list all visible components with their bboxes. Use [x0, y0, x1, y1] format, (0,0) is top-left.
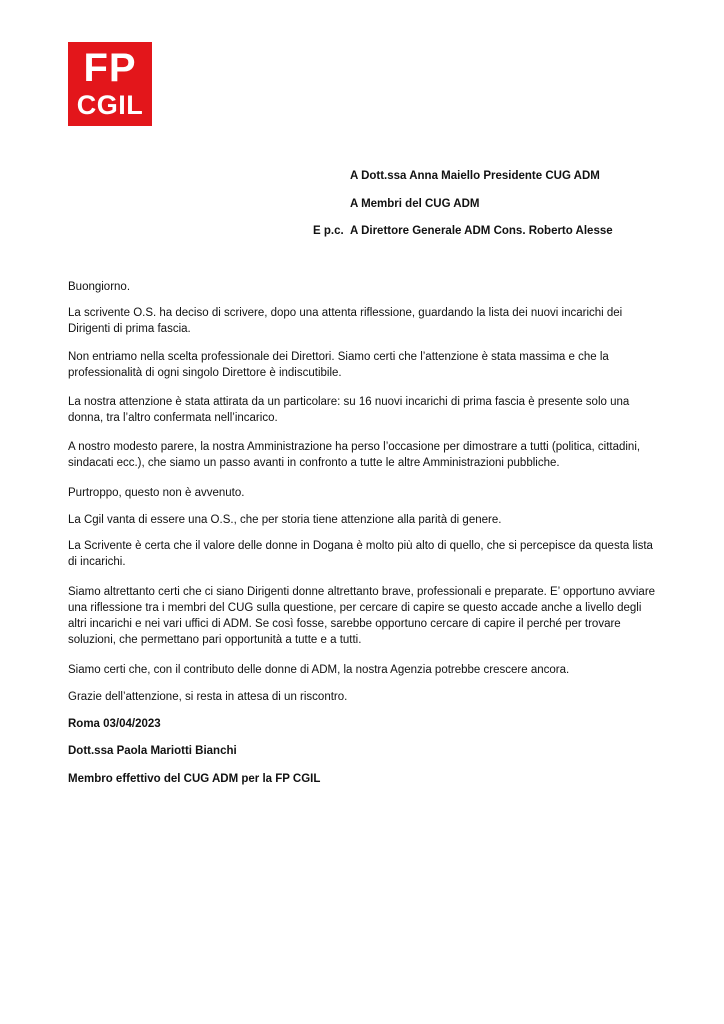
paragraph-2: Non entriamo nella scelta professionale dei Direttori. Siamo certi che l’attenzione è stata massima e che la professionalità di ogni singolo Direttore è indiscutibile.: [68, 351, 609, 379]
signer-role: Membro effettivo del CUG ADM per la FP CGIL: [68, 773, 321, 785]
signer-name: Dott.ssa Paola Mariotti Bianchi: [68, 745, 237, 757]
cc-prefix: E p.c.: [313, 225, 344, 237]
paragraph-10: Grazie dell’attenzione, si resta in attesa di un riscontro.: [68, 691, 348, 703]
paragraph-8: Siamo altrettanto certi che ci siano Dirigenti donne altrettanto brave, professionali e preparate. E’ opportuno avviare una riflessione tra i membri del CUG sulla questione, per cercare di capire se questo accade anche a livello degli altri incarichi e nei vari uffici di ADM. Se così fosse, sarebbe opportuno cercare di capire il perché per trovare soluzioni, che permettano pari opportunità a tutte e a tutti.: [68, 586, 656, 646]
paragraph-3: La nostra attenzione è stata attirata da un particolare: su 16 nuovi incarichi di prima fascia è presente solo una donna, tra l’altro confermata nell’incarico.: [68, 396, 630, 424]
paragraph-9: Siamo certi che, con il contributo delle donne di ADM, la nostra Agenzia potrebbe crescere ancora.: [68, 664, 570, 676]
paragraph-1: La scrivente O.S. ha deciso di scrivere, dopo una attenta riflessione, guardando la lista dei nuovi incarichi dei Dirigenti di prima fascia.: [68, 307, 623, 335]
recipient-president: A Dott.ssa Anna Maiello Presidente CUG ADM: [350, 170, 600, 182]
paragraph-5: Purtroppo, questo non è avvenuto.: [68, 487, 245, 499]
recipient-members: A Membri del CUG ADM: [350, 198, 480, 210]
recipient-director: A Direttore Generale ADM Cons. Roberto Alesse: [350, 225, 613, 237]
paragraph-6: La Cgil vanta di essere una O.S., che per storia tiene attenzione alla parità di genere.: [68, 514, 502, 526]
logo-fp-text: FP: [83, 46, 137, 90]
logo-cgil-text: CGIL: [76, 90, 144, 120]
fp-cgil-logo: [68, 42, 152, 126]
greeting: Buongiorno.: [68, 281, 131, 293]
letter-date: Roma 03/04/2023: [68, 718, 161, 730]
paragraph-4: A nostro modesto parere, la nostra Amministrazione ha perso l’occasione per dimostrare a tutti (politica, cittadini, sindacati ecc.), che siamo un passo avanti in confronto a tutte le altre Amministrazioni pubbliche.: [68, 441, 641, 469]
paragraph-7: La Scrivente è certa che il valore delle donne in Dogana è molto più alto di quello, che si percepisce da questa lista di incarichi.: [68, 540, 653, 568]
